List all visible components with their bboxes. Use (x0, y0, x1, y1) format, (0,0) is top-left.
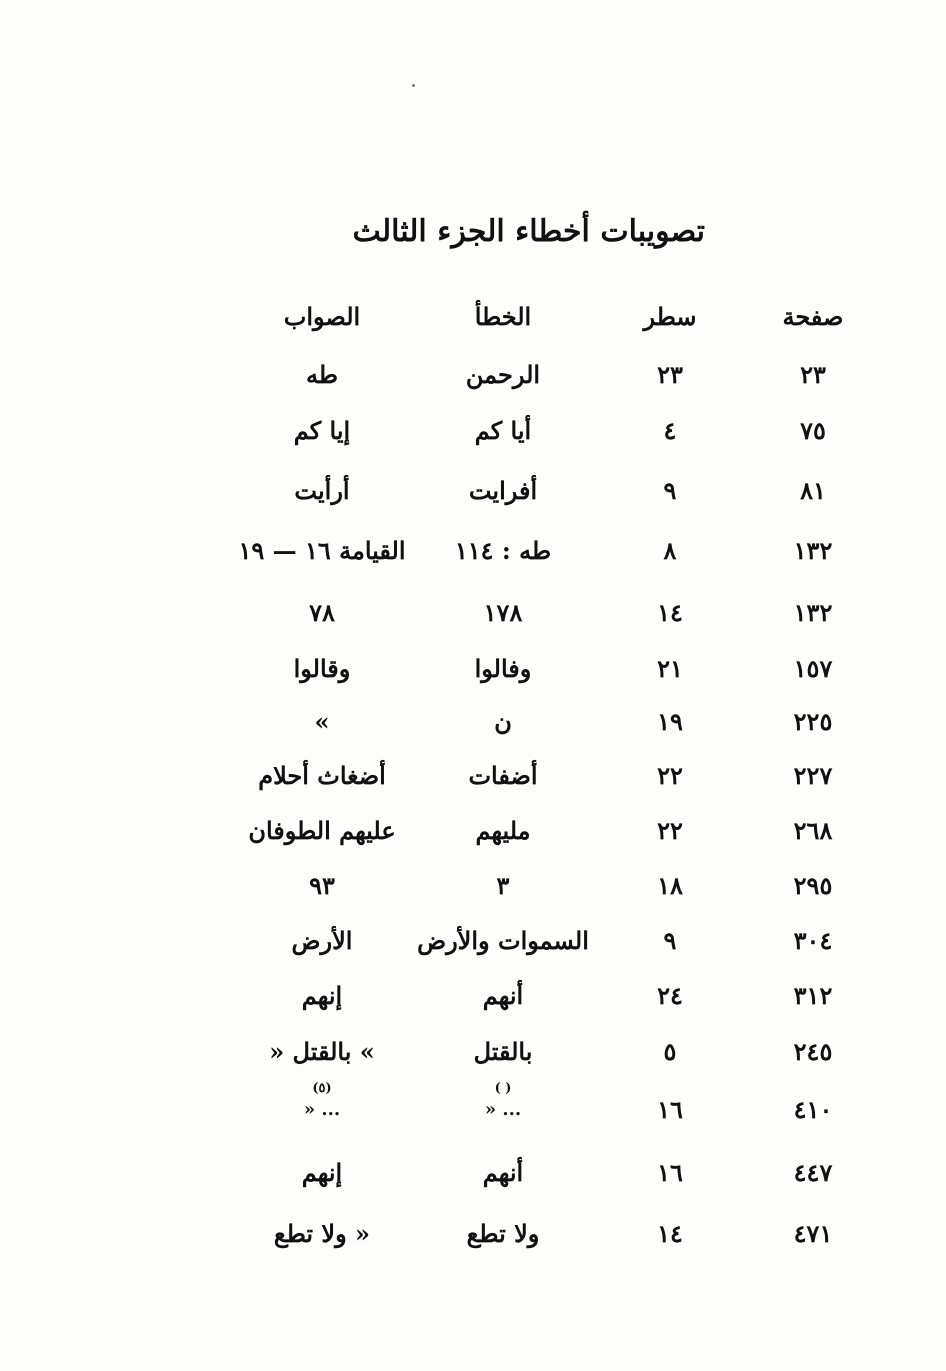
row-wrong: ولا تطع (466, 1219, 540, 1248)
table-row (0, 531, 946, 571)
row-page: ١٥٧ (793, 654, 833, 683)
row-page: ٨١ (800, 476, 826, 505)
row-page: ٣٠٤ (793, 926, 833, 955)
row-wrong: وفالوا (474, 654, 532, 683)
table-row (0, 1214, 946, 1254)
row-line: ١٩ (657, 707, 683, 736)
row-right: ... « (303, 1099, 341, 1120)
table-row (0, 355, 946, 395)
table-header (0, 297, 946, 337)
table-row (0, 811, 946, 851)
row-page: ٢٦٨ (793, 816, 833, 845)
row-right: » بالقتل « (269, 1037, 375, 1066)
row-right: » (314, 707, 330, 736)
row-line: ٢٣ (657, 360, 683, 389)
table-row (0, 756, 946, 796)
row-right: ٩٣ (309, 871, 335, 900)
header-right: الصواب (283, 302, 361, 331)
row-wrong: أنهم (482, 1158, 524, 1187)
row-right-top: (٥) (312, 1081, 332, 1096)
row-line: ٩ (663, 926, 677, 955)
header-line: سطر (643, 302, 697, 331)
row-wrong: مليهم (475, 816, 531, 845)
row-page: ٤٧١ (793, 1219, 833, 1248)
table-row (0, 593, 946, 633)
row-right: أرأيت (294, 476, 350, 505)
row-line: ٤ (663, 416, 677, 445)
row-right: إيا كم (293, 416, 351, 445)
row-wrong: ١٧٨ (483, 598, 523, 627)
row-line: ٢١ (657, 654, 683, 683)
row-line: ١٨ (657, 871, 683, 900)
row-right-stack (236, 1082, 408, 1121)
row-wrong-stack (408, 1082, 598, 1121)
table-row (0, 649, 946, 689)
row-page: ٤٤٧ (793, 1158, 833, 1187)
table-row (0, 411, 946, 451)
row-right: ٧٨ (309, 598, 335, 627)
row-line: ٩ (663, 476, 677, 505)
row-page: ١٣٢ (793, 598, 833, 627)
row-right: وقالوا (293, 654, 351, 683)
row-page: ٢٢٧ (793, 761, 833, 790)
row-line: ٢٤ (657, 981, 683, 1010)
row-line: ١٤ (657, 1219, 683, 1248)
row-line: ١٦ (657, 1158, 683, 1187)
table-row (0, 471, 946, 511)
row-right: « ولا تطع (273, 1219, 371, 1248)
row-line: ١٤ (657, 598, 683, 627)
row-page: ٢٣ (800, 360, 826, 389)
row-wrong: أفرايت (468, 476, 538, 505)
row-wrong: بالقتل (473, 1037, 533, 1066)
row-right: إنهم (301, 981, 343, 1010)
page-title: تصويبات أخطاء الجزء الثالث (352, 214, 705, 249)
table-row (0, 866, 946, 906)
row-page: ٣١٢ (793, 981, 833, 1010)
row-wrong: طه : ١١٤ (454, 536, 552, 565)
row-wrong: ٣ (496, 871, 510, 900)
row-line: ٥ (663, 1037, 677, 1066)
table-row (0, 976, 946, 1016)
row-wrong: الرحمن (465, 360, 541, 389)
row-line: ٢٢ (657, 761, 683, 790)
table-row (0, 1032, 946, 1072)
row-wrong: أضفات (468, 761, 538, 790)
row-right: طه (306, 360, 338, 389)
row-page: ١٣٢ (793, 536, 833, 565)
row-line: ٢٢ (657, 816, 683, 845)
table-row (0, 1153, 946, 1193)
row-page: ٤١٠ (793, 1095, 833, 1124)
row-page: ٧٥ (800, 416, 826, 445)
table-row (0, 702, 946, 742)
header-wrong: الخطأ (474, 302, 532, 331)
header-page: صفحة (782, 302, 844, 331)
page-speck (412, 84, 415, 87)
row-right: أضغاث أحلام (258, 761, 386, 790)
row-right: الأرض (291, 926, 353, 955)
table-row (0, 1082, 946, 1138)
row-line: ٨ (663, 536, 677, 565)
row-line: ١٦ (657, 1095, 683, 1124)
row-page: ٢٤٥ (793, 1037, 833, 1066)
row-wrong-top: ( ) (494, 1081, 512, 1096)
row-page: ٢٩٥ (793, 871, 833, 900)
row-page: ٢٢٥ (793, 707, 833, 736)
table-row (0, 921, 946, 961)
row-wrong: ... « (484, 1099, 522, 1120)
row-right: إنهم (301, 1158, 343, 1187)
row-wrong: أيا كم (474, 416, 532, 445)
row-wrong: السموات والأرض (417, 926, 589, 955)
row-right: القيامة ١٦ — ١٩ (238, 536, 406, 565)
row-right: عليهم الطوفان (248, 816, 396, 845)
row-wrong: أنهم (482, 981, 524, 1010)
row-wrong: ن (494, 707, 512, 736)
